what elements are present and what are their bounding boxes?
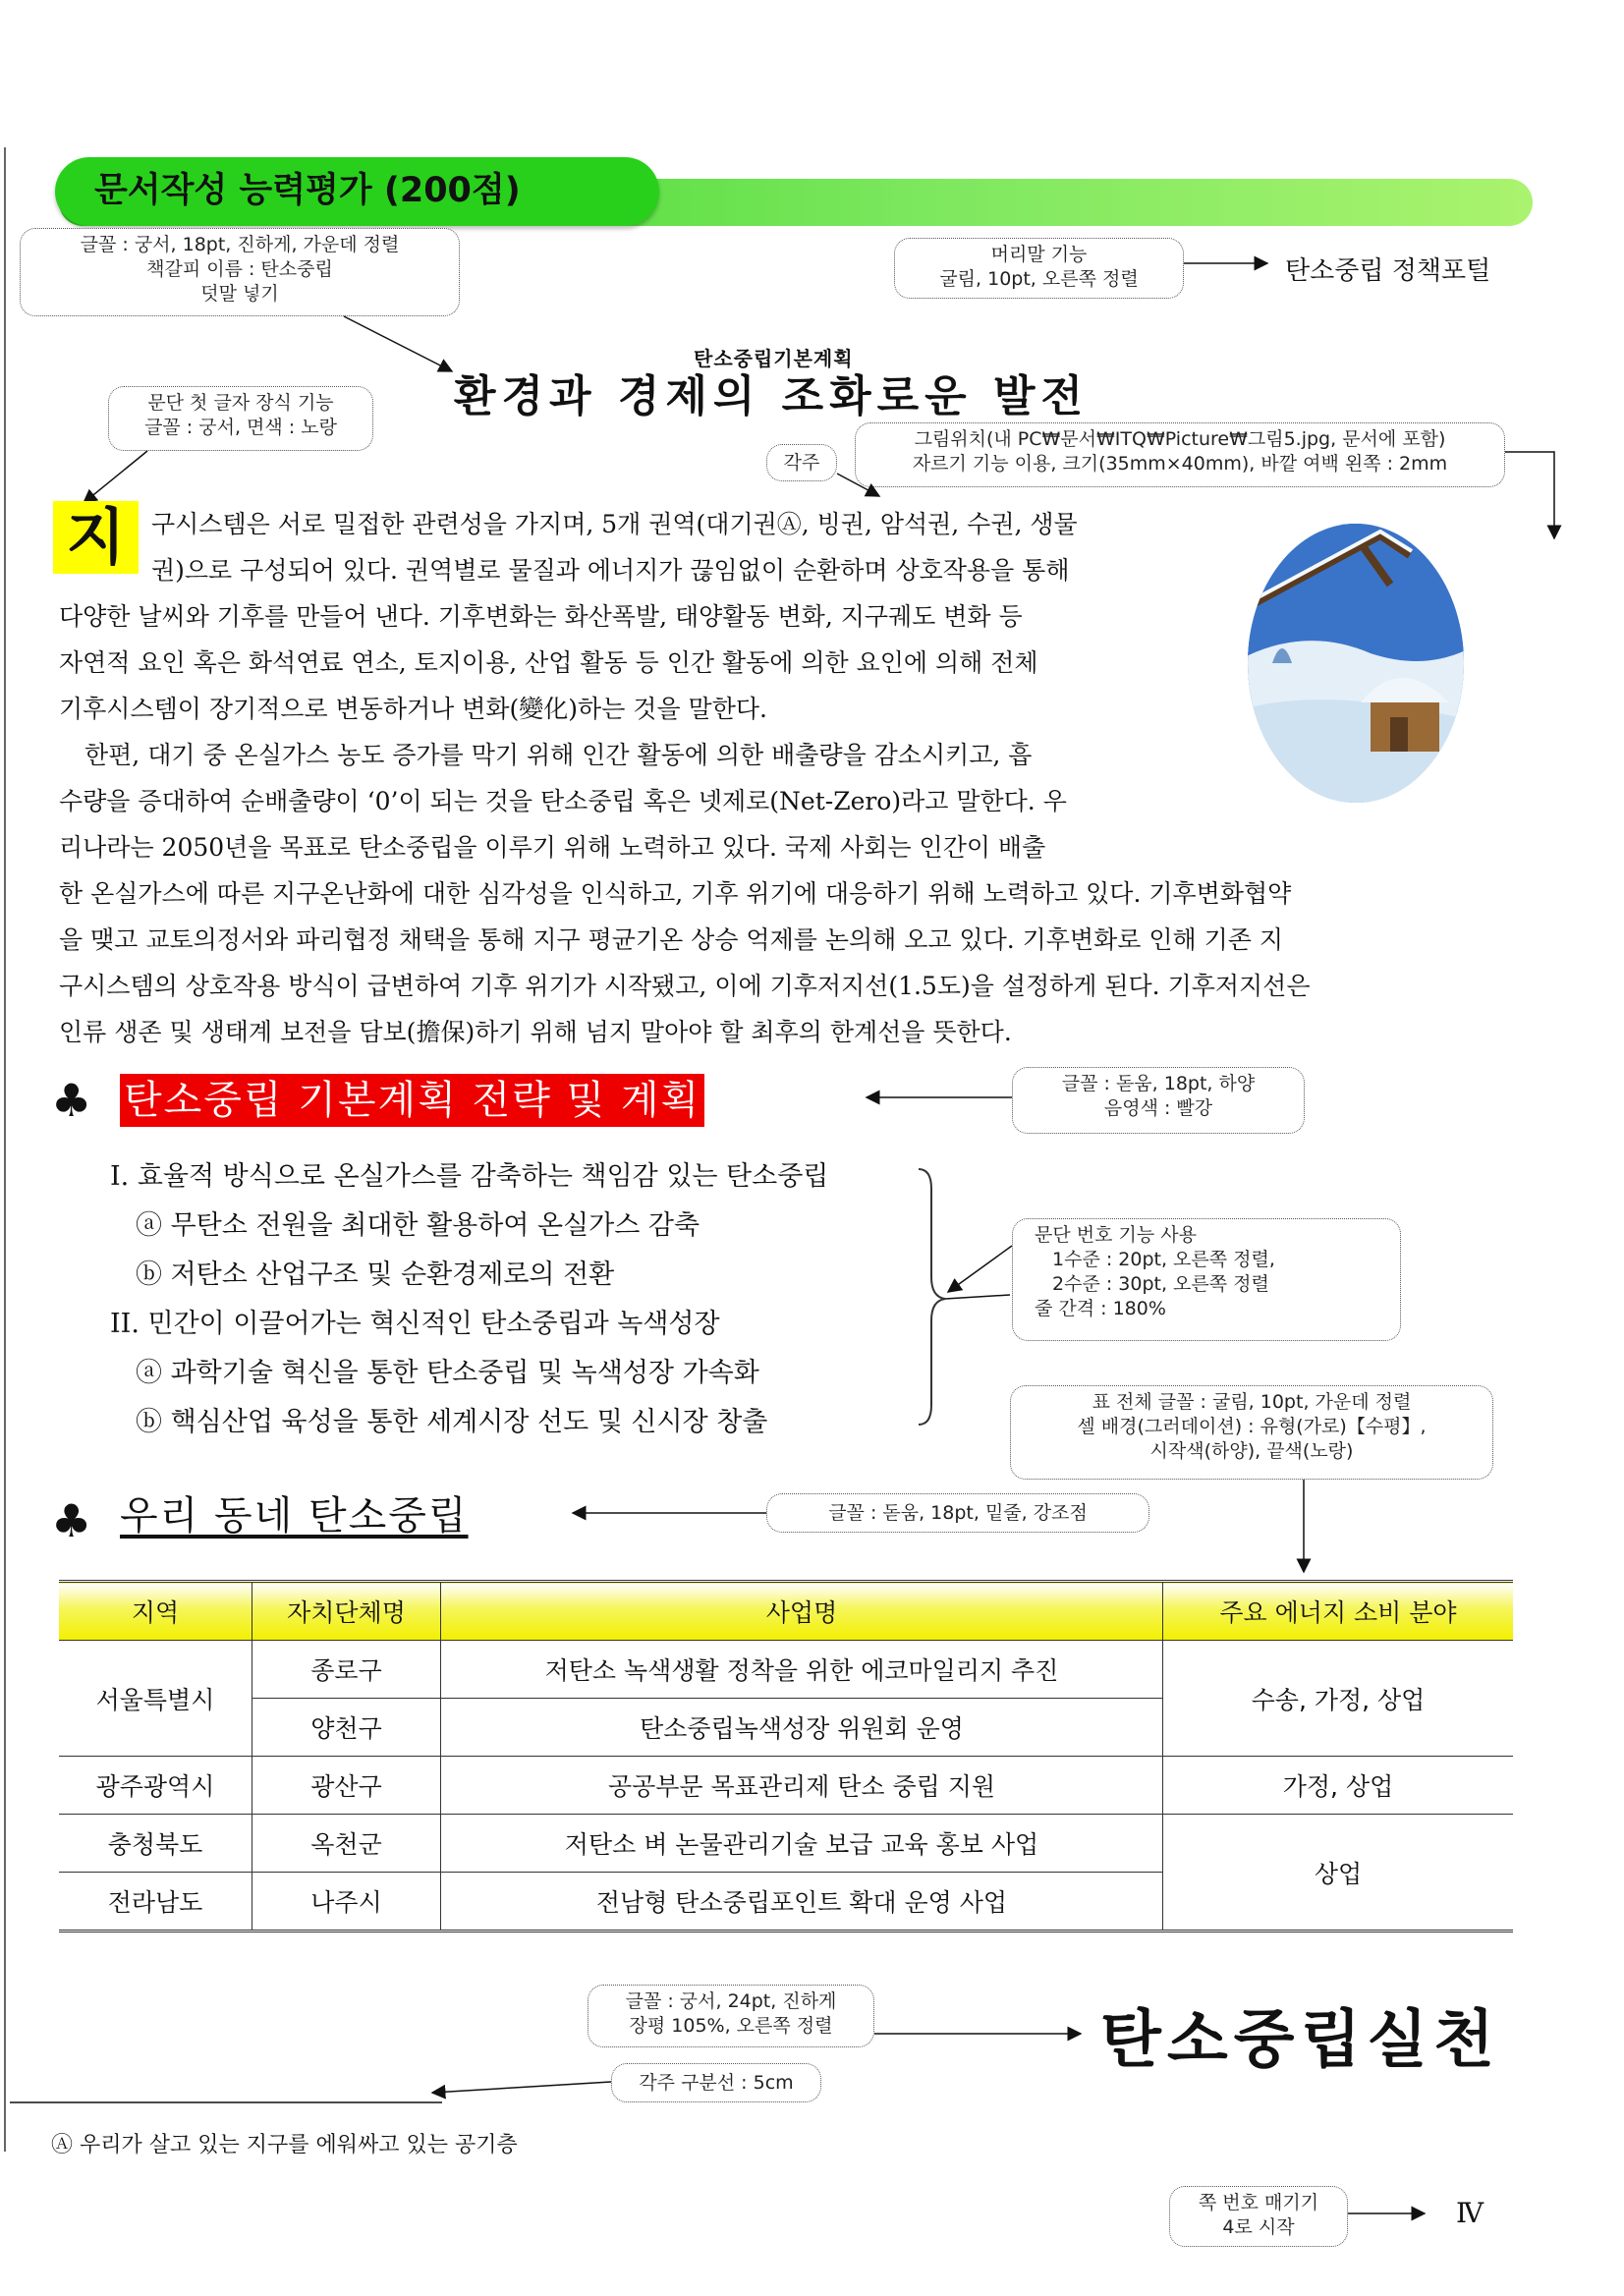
note-footnote-tag: 각주 (766, 444, 837, 481)
list-item-4: II. 민간이 이끌어가는 혁신적인 탄소중립과 녹색성장 (110, 1309, 720, 1339)
cell-city: 나주시 (252, 1873, 441, 1932)
cell-project: 공공부문 목표관리제 탄소 중립 지원 (441, 1757, 1163, 1815)
p2-line-3: 리나라는 2050년을 목표로 탄소중립을 이루기 위해 노력하고 있다. 국제 사회는 인간이 배출 (59, 833, 1046, 862)
p1-line-2: 권)으로 구성되어 있다. 권역별로 물질과 에너지가 끊임없이 순환하며 상호작용을 통해 (151, 556, 1070, 585)
p2-line-2: 수량을 증대하여 순배출량이 ‘0’이 되는 것을 탄소중립 혹은 넷제로(Net-Zero)라고 말한다. 우 (59, 787, 1067, 815)
paragraph-2-cont (59, 870, 1533, 1055)
section2-bullet: ♣ (51, 1494, 92, 1547)
th-city: 자치단체명 (252, 1582, 441, 1641)
cell-city: 양천구 (252, 1699, 441, 1757)
note-page-num: 쪽 번호 매기기 4로 시작 (1169, 2186, 1348, 2247)
p1-line-1: 구시스템은 서로 밀접한 관련성을 가지며, 5개 권역(대기권Ⓐ, 빙권, 암석권, 수권, 생물 (151, 510, 1078, 538)
data-table (59, 1580, 1513, 1932)
title-ruby: 탄소중립기본계획 (694, 347, 854, 370)
p1-line-4: 자연적 요인 혹은 화석연료 연소, 토지이용, 산업 활동 등 인간 활동에 의한 요인에 의해 전체 (59, 648, 1038, 677)
table-row (59, 1757, 1513, 1815)
note-picture: 그림위치(내 PC₩문서₩ITQ₩Picture₩그림5.jpg, 문서에 포함) 자르기 기능 이용, 크기(35mm×40mm), 바깥 여백 왼쪽 : 2mm (855, 422, 1505, 487)
note-numbering: 문단 번호 기능 사용 1수준 : 20pt, 오른쪽 정렬, 2수준 : 30pt, 오른쪽 정렬 줄 간격 : 180% (1012, 1218, 1401, 1341)
cell-city: 광산구 (252, 1757, 441, 1815)
note-table-font: 표 전체 글꼴 : 굴림, 10pt, 가운데 정렬 셀 배경(그러데이션) : 유형(가로)【수평】, 시작색(하양), 끝색(노랑) (1010, 1385, 1493, 1480)
p1-line-3: 다양한 날씨와 기후를 만들어 낸다. 기후변화는 화산폭발, 태양활동 변화, 지구궤도 변화 등 (59, 602, 1023, 631)
footnote: Ⓐ 우리가 살고 있는 지구를 에워싸고 있는 공기층 (51, 2133, 518, 2157)
th-region: 지역 (59, 1582, 252, 1641)
header-text: 탄소중립 정책포털 (1285, 256, 1491, 286)
note-section2-font: 글꼴 : 돋움, 18pt, 밑줄, 강조점 (766, 1493, 1149, 1533)
dropcap: 지 (53, 501, 139, 574)
cell-city: 종로구 (252, 1641, 441, 1699)
note-dropcap: 문단 첫 글자 장식 기능 글꼴 : 궁서, 면색 : 노랑 (108, 386, 373, 451)
cell-region: 전라남도 (59, 1873, 252, 1932)
list-item-2: ⓐ 무탄소 전원을 최대한 활용하여 온실가스 감축 (136, 1210, 700, 1241)
table-row (59, 1641, 1513, 1699)
sign-text: 탄소중립실천 (1100, 2003, 1500, 2077)
p2-line-7: 인류 생존 및 생태계 보전을 담보(擔保)하기 위해 넘지 말아야 할 최후의 한계선을 뜻한다. (59, 1018, 1012, 1046)
page-number: Ⅳ (1456, 2197, 1484, 2229)
paragraph-2 (59, 732, 1238, 870)
note-header-func: 머리말 기능 굴림, 10pt, 오른쪽 정렬 (894, 238, 1184, 299)
list-item-1: I. 효율적 방식으로 온실가스를 감축하는 책임감 있는 탄소중립 (110, 1161, 829, 1192)
cell-energy: 상업 (1163, 1815, 1514, 1932)
section2-title: 우리 동네 탄소중립 (120, 1493, 469, 1539)
header-title: 문서작성 능력평가 (200점) (94, 171, 521, 210)
cell-project: 탄소중립녹색성장 위원회 운영 (441, 1699, 1163, 1757)
p2-line-6: 구시스템의 상호작용 방식이 급변하여 기후 위기가 시작됐고, 이에 기후저지선(1.5도)을 설정하게 된다. 기후저지선은 (59, 972, 1311, 1000)
th-project: 사업명 (441, 1582, 1163, 1641)
p2-line-5: 을 맺고 교토의정서와 파리협정 채택을 통해 지구 평균기온 상승 억제를 논의해 오고 있다. 기후변화로 인해 기존 지 (59, 925, 1283, 954)
section1-bullet: ♣ (51, 1074, 92, 1127)
cell-region: 충청북도 (59, 1815, 252, 1873)
note-section1-font: 글꼴 : 돋움, 18pt, 하양 음영색 : 빨강 (1012, 1067, 1305, 1134)
section1-title: 탄소중립 기본계획 전략 및 계획 (120, 1074, 704, 1127)
note-sign-font: 글꼴 : 궁서, 24pt, 진하게 장평 105%, 오른쪽 정렬 (588, 1985, 874, 2047)
note-footnote-line: 각주 구분선 : 5cm (611, 2063, 821, 2102)
note-title-font: 글꼴 : 궁서, 18pt, 진하게, 가운데 정렬 책갈피 이름 : 탄소중립 덧말 넣기 (20, 228, 460, 316)
paragraph-1-cont (59, 593, 1238, 732)
winter-picture (1243, 516, 1479, 815)
list-item-3: ⓑ 저탄소 산업구조 및 순환경제로의 전환 (136, 1260, 615, 1290)
cell-energy: 수송, 가정, 상업 (1163, 1641, 1514, 1757)
cell-project: 저탄소 녹색생활 정착을 위한 에코마일리지 추진 (441, 1641, 1163, 1699)
p1-line-5: 기후시스템이 장기적으로 변동하거나 변화(變化)하는 것을 말한다. (59, 695, 767, 723)
cell-region: 서울특별시 (59, 1641, 252, 1757)
document-title: 환경과 경제의 조화로운 발전 (454, 371, 1090, 421)
cell-city: 옥천군 (252, 1815, 441, 1873)
p2-line-1: 한편, 대기 중 온실가스 농도 증가를 막기 위해 인간 활동에 의한 배출량을 감소시키고, 흡 (84, 741, 1033, 769)
cell-project: 전남형 탄소중립포인트 확대 운영 사업 (441, 1873, 1163, 1932)
list-item-5: ⓐ 과학기술 혁신을 통한 탄소중립 및 녹색성장 가속화 (136, 1358, 759, 1388)
p2-line-4: 한 온실가스에 따른 지구온난화에 대한 심각성을 인식하고, 기후 위기에 대응하기 위해 노력하고 있다. 기후변화협약 (59, 879, 1292, 908)
paragraph-1 (151, 501, 1232, 593)
cell-region: 광주광역시 (59, 1757, 252, 1815)
list-item-6: ⓑ 핵심산업 육성을 통한 세계시장 선도 및 신시장 창출 (136, 1407, 768, 1437)
cell-energy: 가정, 상업 (1163, 1757, 1514, 1815)
cell-project: 저탄소 벼 논물관리기술 보급 교육 홍보 사업 (441, 1815, 1163, 1873)
table-row (59, 1815, 1513, 1873)
th-energy: 주요 에너지 소비 분야 (1163, 1582, 1514, 1641)
